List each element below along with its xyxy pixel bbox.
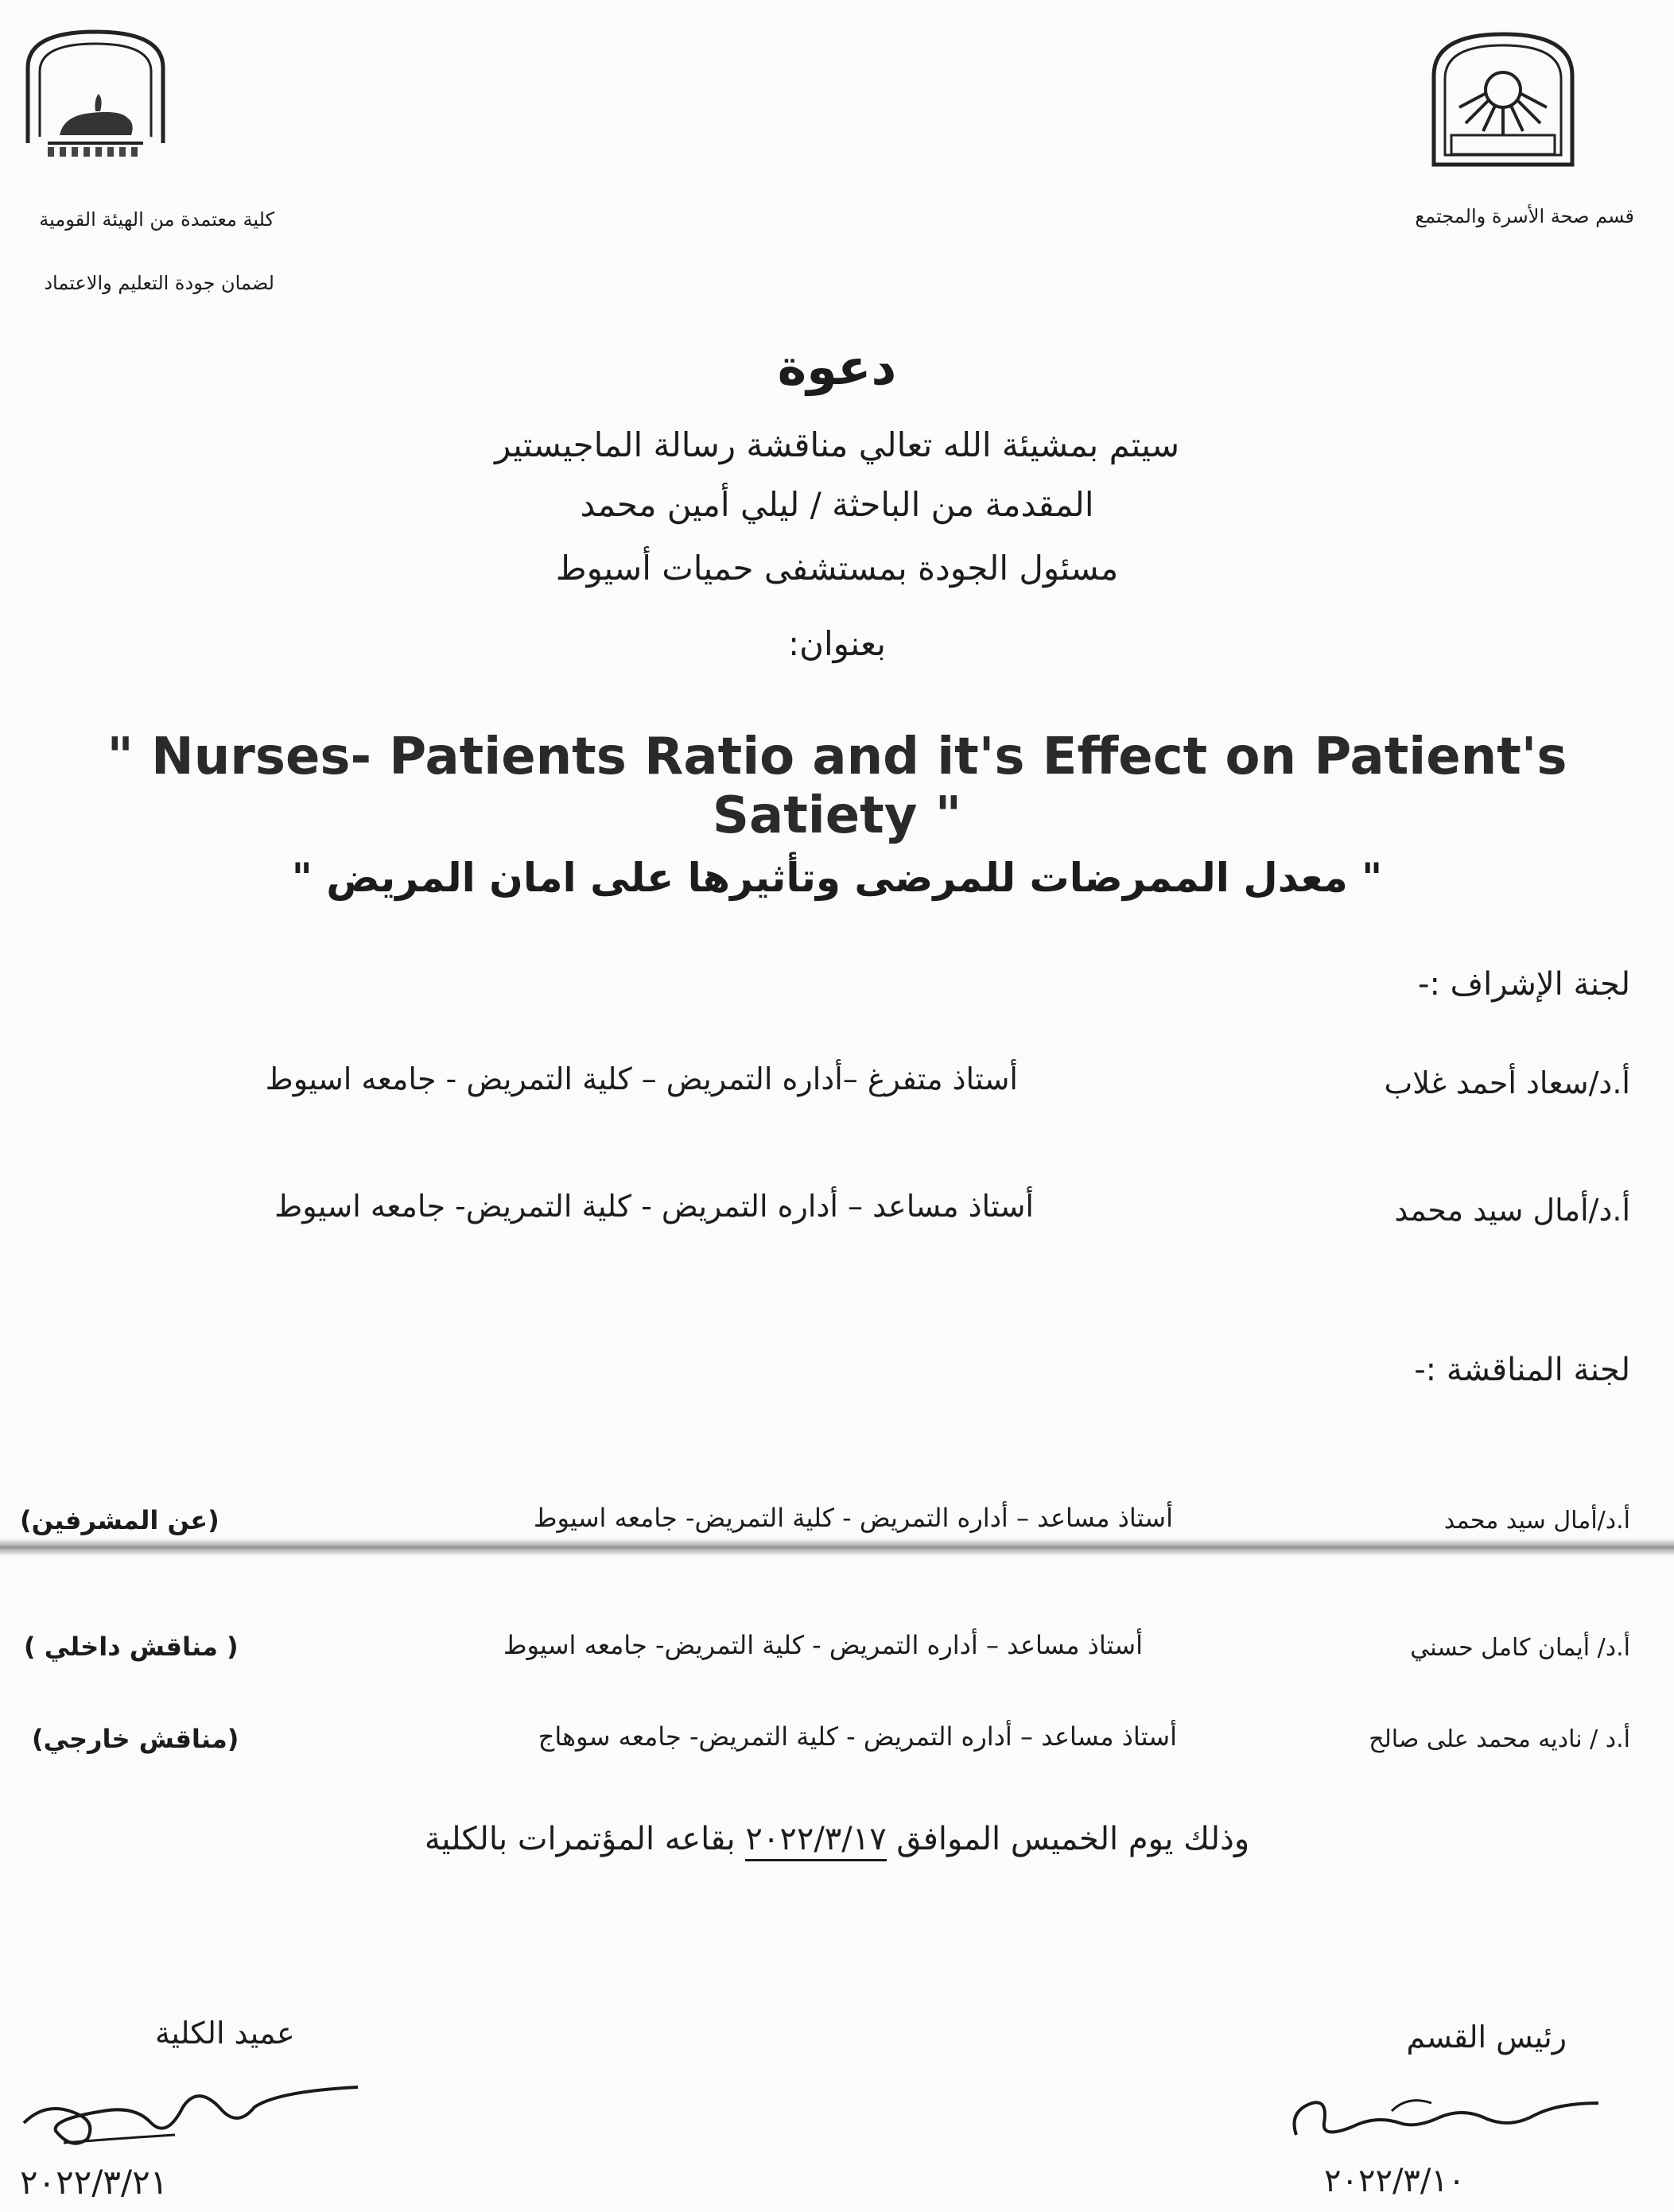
thesis-english-title: " Nurses- Patients Ratio and it's Effect on Patient's Satiety " <box>107 728 1567 845</box>
examiner-3-tag: (مناقش خارجي) <box>32 1724 239 1754</box>
supervisor-2-role: أستاذ مساعد – أداره التمريض - كلية التمريض- جامعه اسيوط <box>274 1189 1034 1224</box>
department-name: قسم صحة الأسرة والمجتمع <box>1415 205 1634 227</box>
examiner-1-tag: (عن المشرفين) <box>20 1505 219 1535</box>
discussion-label: لجنة المناقشة :- <box>1414 1352 1630 1388</box>
examiner-3-role: أستاذ مساعد – أداره التمريض - كلية التمريض- جامعه سوهاج <box>538 1721 1177 1752</box>
date-line-before: وذلك يوم الخميس الموافق <box>886 1821 1250 1857</box>
university-logo <box>1427 28 1579 167</box>
dean-signature <box>16 2075 374 2158</box>
dean-label: عميد الكلية <box>155 2016 295 2051</box>
intro-line-4: بعنوان: <box>788 624 886 663</box>
accreditation-line-2: لضمان جودة التعليم والاعتماد <box>44 272 274 294</box>
department-head-date: ٢٠٢٢/٣/١٠ <box>1324 2163 1466 2199</box>
dean-date: ٢٠٢٢/٣/٢١ <box>20 2163 169 2202</box>
supervisor-1-name: أ.د/سعاد أحمد غلاب <box>1384 1065 1630 1100</box>
examiner-2-tag: ( مناقش داخلي ) <box>24 1632 239 1662</box>
examiner-3-name: أ.د / ناديه محمد على صالح <box>1369 1725 1630 1753</box>
department-head-label: رئيس القسم <box>1406 2020 1567 2055</box>
supervision-label: لجنة الإشراف :- <box>1418 966 1630 1003</box>
intro-line-1: سيتم بمشيئة الله تعالي مناقشة رسالة الماجيستير <box>494 425 1180 464</box>
examiner-2-role: أستاذ مساعد – أداره التمريض - كلية التمريض- جامعه اسيوط <box>503 1630 1143 1660</box>
department-head-signature <box>1280 2079 1614 2162</box>
faculty-logo <box>16 24 175 163</box>
date-value: ٢٠٢٢/٣/١٧ <box>745 1821 886 1861</box>
examiner-1-role: أستاذ مساعد – أداره التمريض - كلية التمريض- جامعه اسيوط <box>533 1503 1173 1533</box>
date-line-after: بقاعه المؤتمرات بالكلية <box>424 1821 746 1857</box>
intro-line-2: المقدمة من الباحثة / ليلي أمين محمد <box>580 485 1094 524</box>
examiner-1-name: أ.د/أمال سيد محمد <box>1443 1507 1630 1535</box>
invitation-title: دعوة <box>777 338 897 396</box>
scan-artifact-stripe <box>0 1539 1674 1556</box>
supervisor-2-name: أ.د/أمال سيد محمد <box>1394 1193 1630 1228</box>
examiner-2-name: أ.د/ أيمان كامل حسني <box>1410 1634 1630 1662</box>
accreditation-line-1: كلية معتمدة من الهيئة القومية <box>39 208 274 231</box>
thesis-arabic-title: " معدل الممرضات للمرضى وتأثيرها على امان المريض " <box>291 855 1383 901</box>
intro-line-3: مسئول الجودة بمستشفى حميات أسيوط <box>555 549 1119 588</box>
date-line <box>0 1821 1674 1857</box>
supervisor-1-role: أستاذ متفرغ –أداره التمريض – كلية التمريض - جامعه اسيوط <box>265 1061 1018 1096</box>
